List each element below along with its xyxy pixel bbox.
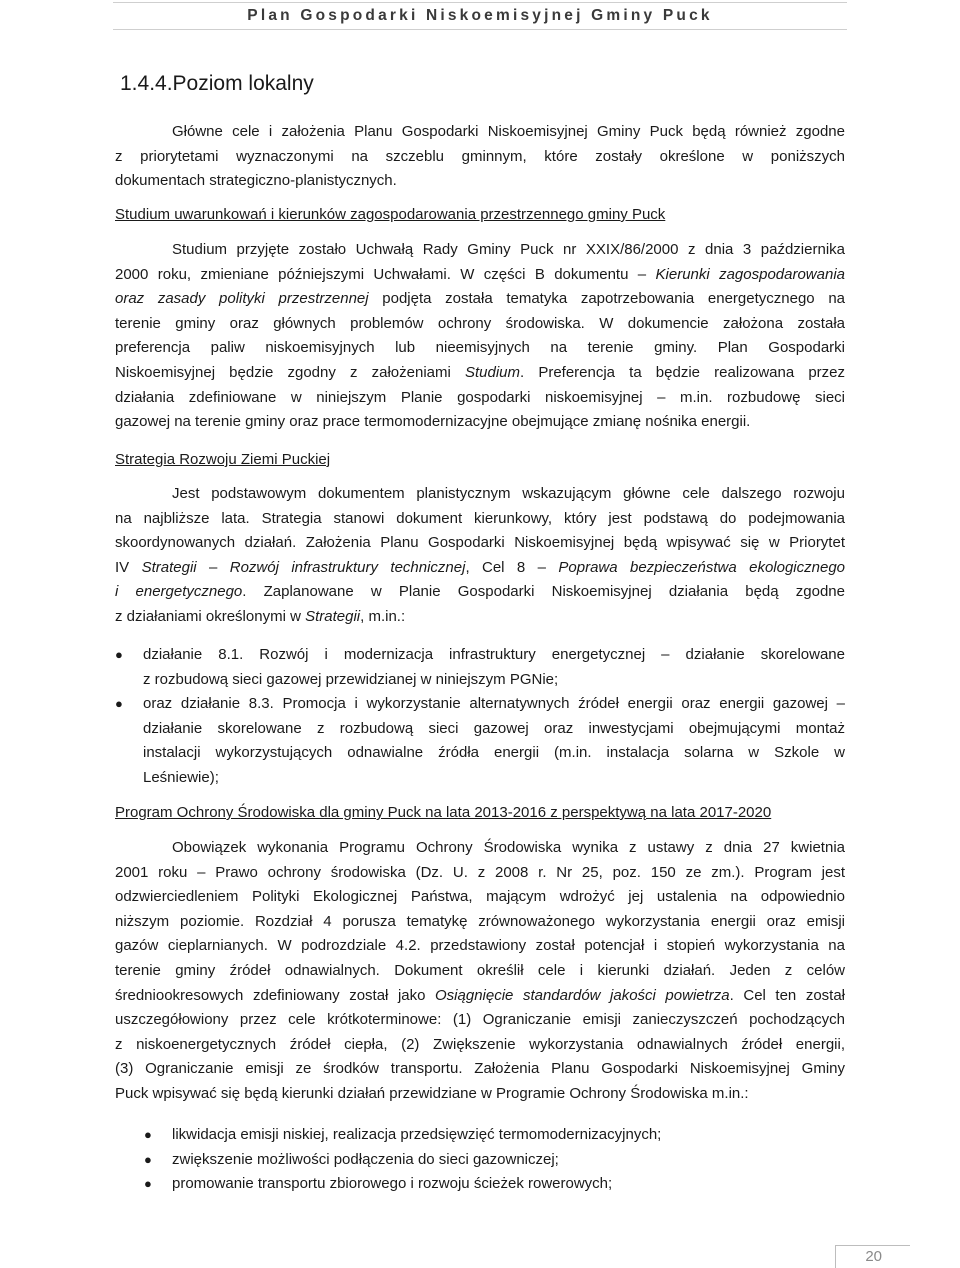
bullet-icon: ● <box>144 1127 152 1142</box>
text-line: Niskoemisyjnej będzie zgodny z założeniami Studium. Preferencja ta będzie realizowana przez <box>115 363 845 381</box>
page-number-box <box>835 1245 910 1268</box>
text-line: oraz zasady polityki przestrzennej podjęta została tematyka zapotrzebowania energetycznego na <box>115 290 845 308</box>
text-line: gazów cieplarnianych. W podrozdziale 4.2. przedstawiony został potencjał i stopień wykorzystania na <box>115 937 845 955</box>
program-paragraph <box>115 836 845 1107</box>
text-line: działania zdefiniowane w niniejszym Planie gospodarki niskoemisyjnej – m.in. rozbudowę sieci <box>115 388 845 406</box>
text-line: i energetycznego. Zaplanowane w Planie Gospodarki Niskoemisyjnej działania będą zgodne <box>115 583 845 601</box>
text-line: Obowiązek wykonania Programu Ochrony Środowiska wynika z ustawy z dnia 27 kwietnia <box>172 839 845 856</box>
list-item <box>115 692 845 790</box>
strategia-paragraph <box>115 482 845 630</box>
text-line: dokumentach strategiczno-planistycznych. <box>115 172 397 190</box>
bullet-icon: ● <box>144 1176 152 1192</box>
page-number: 20 <box>865 1248 882 1265</box>
studium-paragraph <box>115 238 845 435</box>
section-heading <box>120 72 314 96</box>
program-title: Program Ochrony Środowiska dla gminy Puck na lata 2013-2016 z perspektywą na lata 2017-2020 <box>115 804 772 821</box>
program-list <box>144 1123 845 1197</box>
text-line: preferencja paliw niskoemisyjnych lub nieemisyjnych na terenie gminy. Plan Gospodarki <box>115 339 845 357</box>
text-line: z priorytetami wyznaczonymi na szczeblu gminnym, które zostały określone w poniższych <box>115 147 845 165</box>
text-line: z działaniami określonymi w Strategii, m.in.: <box>115 607 406 625</box>
list-item <box>144 1148 845 1173</box>
text-line: Jest podstawowym dokumentem planistycznym wskazującym główne cele dalszego rozwoju <box>172 485 845 502</box>
text-line: działanie 8.1. Rozwój i modernizacja infrastruktury energetycznej – działanie skorelowane <box>143 646 845 663</box>
text-line: Puck wpisywać się będą kierunki działań przewidziane w Programie Ochrony Środowiska m.in.: <box>115 1084 749 1102</box>
section-number: 1.4.4. <box>120 72 173 95</box>
text-line: skoordynowanych działań. Założenia Planu Gospodarki Niskoemisyjnej będą wpisywać się w Priorytet <box>115 534 845 552</box>
text-line: odzwierciedleniem Polityki Ekologicznej Państwa, mającym wdrożyć jej ustalenia na odpowiednio <box>115 888 845 906</box>
section-title: Poziom lokalny <box>172 72 314 95</box>
list-item <box>144 1172 845 1197</box>
bullet-icon: ● <box>115 696 123 712</box>
text-line: Leśniewie); <box>143 768 219 786</box>
strategia-title: Strategia Rozwoju Ziemi Puckiej <box>115 451 331 468</box>
text-line: zwiększenie możliwości podłączenia do sieci gazowniczej; <box>172 1150 559 1168</box>
bullet-icon: ● <box>115 647 123 662</box>
text-line: instalacji wykorzystujących odnawialne źródła energii (m.in. instalacja solarna w Szkole w <box>143 744 845 762</box>
text-line: średniookresowych zdefiniowany został jako Osiągnięcie standardów jakości powietrza. Cel ten został <box>115 986 845 1004</box>
header-rule-bottom <box>113 29 847 30</box>
header-rule-top <box>113 2 847 3</box>
strategia-list <box>115 643 845 791</box>
text-line: z niskoenergetycznych źródeł ciepła, (2) Zwiększenie wykorzystania odnawialnych źródeł energii, <box>115 1035 845 1053</box>
text-line: 2000 roku, zmieniane późniejszymi Uchwałami. W części B dokumentu – Kierunki zagospodarowania <box>115 265 845 283</box>
list-item <box>115 643 845 692</box>
text-line: oraz działanie 8.3. Promocja i wykorzystanie alternatywnych źródeł energii oraz energii gazowej – <box>143 695 845 713</box>
text-line: terenie gminy oraz głównych problemów ochrony środowiska. W dokumencie założona została <box>115 314 845 332</box>
text-line: Studium przyjęte zostało Uchwałą Rady Gminy Puck nr XXIX/86/2000 z dnia 3 października <box>172 241 845 258</box>
text-line: (3) Ograniczanie emisji ze środków transportu. Założenia Planu Gospodarki Niskoemisyjnej Gminy <box>115 1060 845 1078</box>
studium-title: Studium uwarunkowań i kierunków zagospodarowania przestrzennego gminy Puck <box>115 206 666 223</box>
text-line: gazowej na terenie gminy oraz prace termomodernizacyjne obejmujące zmianę nośnika energii. <box>115 413 751 431</box>
text-line: z rozbudową sieci gazowej przewidzianej w niniejszym PGNie; <box>143 670 559 688</box>
bullet-icon: ● <box>144 1151 152 1167</box>
text-line: Główne cele i założenia Planu Gospodarki Niskoemisyjnej Gminy Puck będą również zgodne <box>172 123 845 140</box>
text-line: likwidacja emisji niskiej, realizacja przedsięwzięć termomodernizacyjnych; <box>172 1126 662 1143</box>
text-line: terenie gminy źródeł odnawialnych. Dokument określił cele i kierunki działań. Jeden z celów <box>115 961 845 979</box>
text-line: działanie skorelowane z rozbudową sieci gazowej oraz inwestycjami obejmującymi montaż <box>143 719 845 737</box>
list-item <box>144 1123 845 1148</box>
intro-paragraph <box>115 120 845 194</box>
text-line: 2001 roku – Prawo ochrony środowiska (Dz. U. z 2008 r. Nr 25, poz. 150 ze zm.). Program jest <box>115 863 845 881</box>
text-line: niższym poziomie. Rozdział 4 porusza tematykę zrównoważonego wykorzystania energii oraz emisji <box>115 912 845 930</box>
running-header: Plan Gospodarki Niskoemisyjnej Gminy Puck <box>247 7 713 24</box>
text-line: uszczegółowiony przez cele krótkoterminowe: (1) Ograniczanie emisji zanieczyszczeń pochodzących <box>115 1011 845 1029</box>
text-line: na najbliższe lata. Strategia stanowi dokument kierunkowy, który jest podstawą do podejmowania <box>115 509 845 527</box>
text-line: promowanie transportu zbiorowego i rozwoju ścieżek rowerowych; <box>172 1175 613 1193</box>
text-line: IV Strategii – Rozwój infrastruktury technicznej, Cel 8 – Poprawa bezpieczeństwa ekologicznego <box>115 558 845 576</box>
